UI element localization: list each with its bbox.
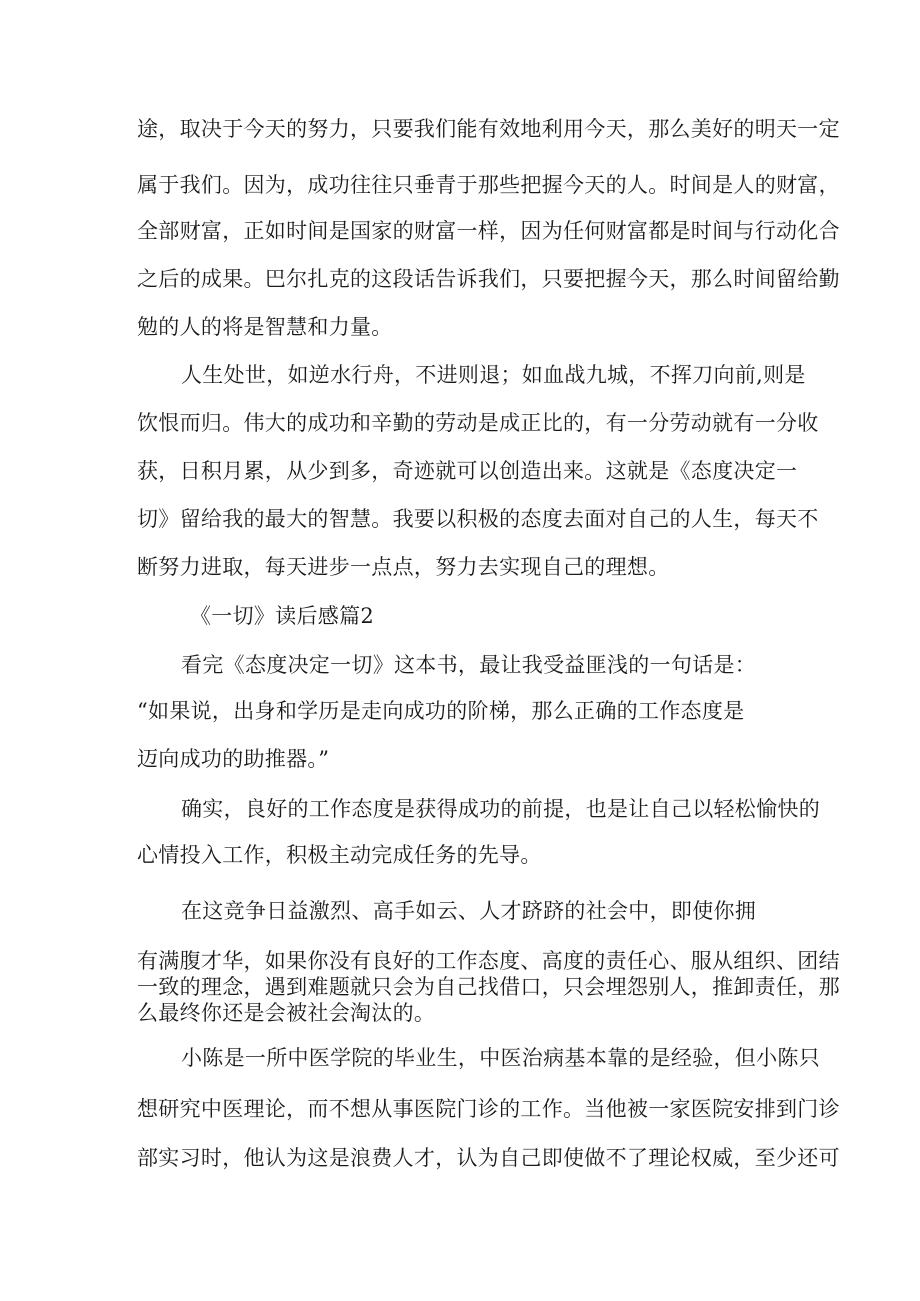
- paragraph-5-line-4: 么最终你还是会被社会淘汰的。: [137, 1001, 436, 1025]
- section-heading: 《一切》读后感篇2: [190, 604, 375, 628]
- paragraph-4-line-1: 确实，良好的工作态度是获得成功的前提，也是让自己以轻松愉快的: [181, 797, 820, 821]
- paragraph-6-line-1: 小陈是一所中医学院的毕业生，中医治病基本靠的是经验，但小陈只: [181, 1046, 820, 1070]
- paragraph-3-line-1: 看完《态度决定一切》这本书，最让我受益匪浅的一句话是：: [181, 653, 757, 677]
- paragraph-2-line-2: 饮恨而归。伟大的成功和辛勤的劳动是成正比的，有一分劳动就有一分收: [137, 411, 819, 435]
- paragraph-1-line-4: 之后的成果。巴尔扎克的这段话告诉我们，只要把握今天，那么时间留给勤: [137, 267, 840, 291]
- paragraph-1-line-1: 途，取决于今天的努力，只要我们能有效地利用今天，那么美好的明天一定: [137, 117, 840, 141]
- paragraph-2-line-3: 获，日积月累，从少到多，奇迹就可以创造出来。这就是《态度决定一: [137, 459, 798, 483]
- paragraph-6-line-3: 部实习时，他认为这是浪费人才，认为自己即使做不了理论权威，至少还可: [137, 1146, 840, 1170]
- paragraph-2-line-5: 断努力进取，每天进步一点点，努力去实现自己的理想。: [137, 555, 670, 579]
- paragraph-6-line-2: 想研究中医理论，而不想从事医院门诊的工作。当他被一家医院安排到门诊: [137, 1097, 840, 1121]
- paragraph-2-line-1: 人生处世，如逆水行舟，不进则退；如血战九城，不挥刀向前,则是: [181, 363, 806, 387]
- paragraph-4-line-2: 心情投入工作，积极主动完成任务的先导。: [137, 843, 542, 867]
- paragraph-3-line-2: “如果说，出身和学历是走向成功的阶梯，那么正确的工作态度是: [137, 699, 745, 723]
- paragraph-5-line-1: 在这竞争日益激烈、高手如云、人才跻跻的社会中，即使你拥: [181, 899, 757, 923]
- paragraph-1-line-2: 属于我们。因为，成功往往只垂青于那些把握今天的人。时间是人的财富，: [137, 173, 840, 197]
- paragraph-5-line-2: 有满腹才华，如果你没有良好的工作态度、高度的责任心、服从组织、团结: [137, 949, 840, 973]
- paragraph-1-line-5: 勉的人的将是智慧和力量。: [137, 315, 393, 339]
- paragraph-2-line-4: 切》留给我的最大的智慧。我要以积极的态度去面对自己的人生，每天不: [137, 507, 819, 531]
- paragraph-5-line-3: 一致的理念，遇到难题就只会为自己找借口，只会埋怨别人，推卸责任，那: [137, 975, 840, 999]
- paragraph-1-line-3: 全部财富，正如时间是国家的财富一样，因为任何财富都是时间与行动化合: [137, 219, 840, 243]
- paragraph-3-line-3: 迈向成功的助推器。”: [137, 747, 330, 771]
